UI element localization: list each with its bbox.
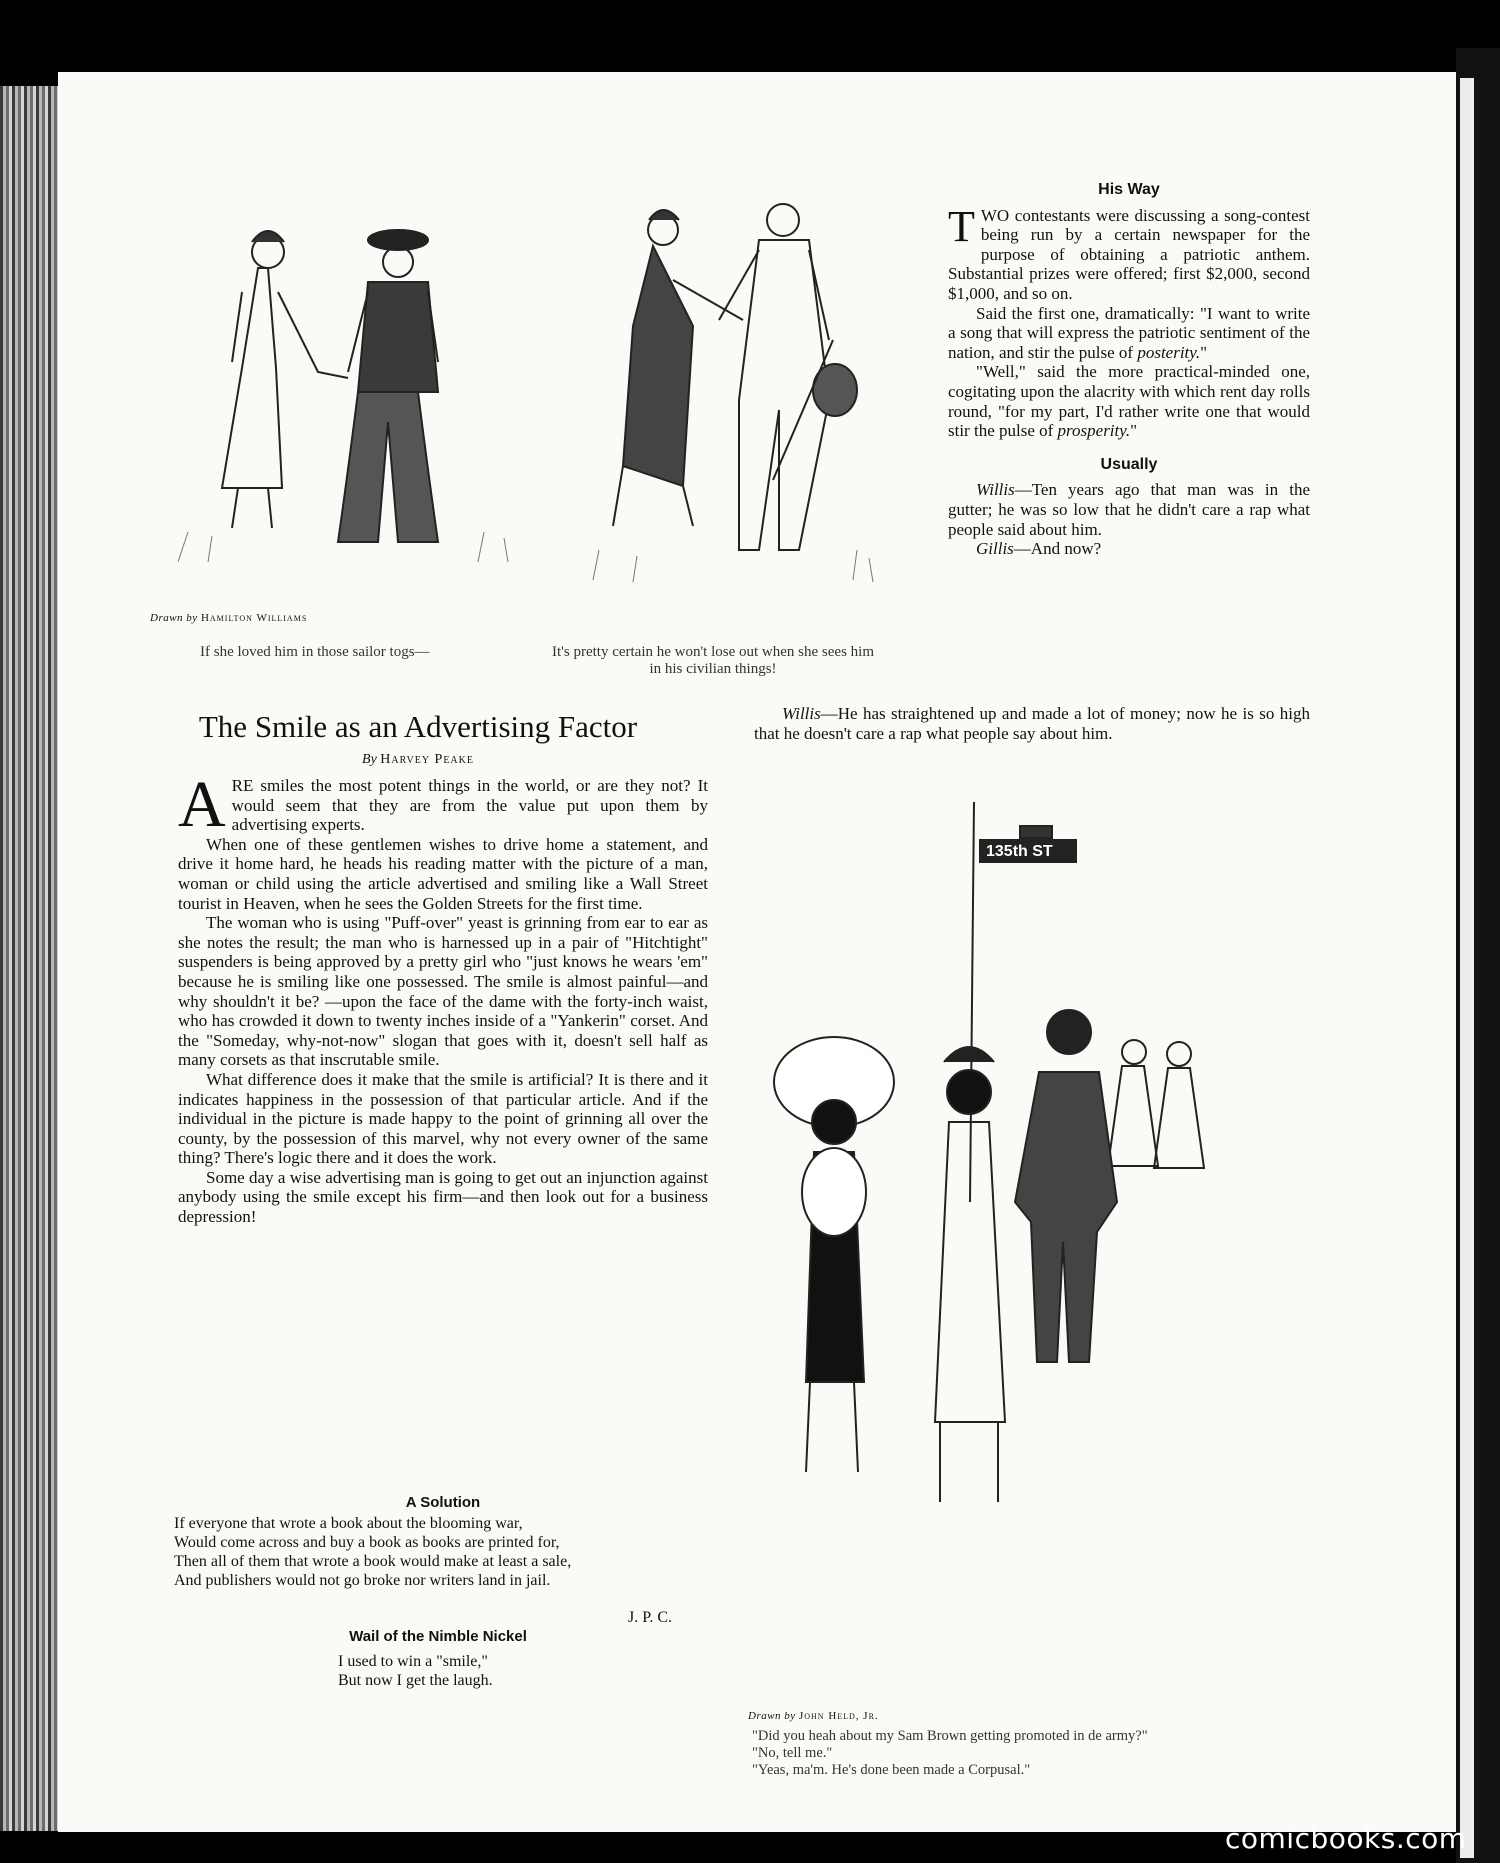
dialogue-caption: "Did you heah about my Sam Brown getting promoted in de army?" "No, tell me." "Yeas, ma'm. He's done been made a Corpusal.": [752, 1728, 1148, 1778]
solution-signature: J. P. C.: [628, 1609, 673, 1626]
article-p4: What difference does it make that the smile is artificial? It is there and it indicates happiness in the possession of that particular article. And if the individual in the picture is made happy to the point of grinning all over the county, by the possession of this marvel, why not every owner of the same thing? There's logic there and it does the work.: [178, 1069, 708, 1168]
his-way-title: His Way: [1098, 181, 1160, 198]
his-way-p3: "Well," said the more practical-minded one, cogitating upon the alacrity with which rent day rolls round, "for my part, I'd rather write one that would stir the pulse of prosperity.": [948, 362, 1310, 441]
usually-title: Usually: [1100, 455, 1158, 473]
caption-right: It's pretty certain he won't lose out when she sees him in his civilian things!: [552, 644, 874, 677]
nickel-title: Wail of the Nimble Nickel: [349, 1628, 527, 1645]
usually-line3: Willis—He has straightened up and made a lot of money; now he is so high that he doesn't care a rap what people say about him.: [754, 704, 1310, 743]
his-way-p1: TWO contestants were discussing a song-contest being run by a certain newspaper for the purpose of obtaining a patriotic anthem. Substantial prizes were offered; first $2,000, second $1,000, and so on.: [948, 201, 1310, 303]
magazine-page: [58, 72, 1456, 1832]
article-body: [178, 768, 708, 1227]
civilian-illustration: [573, 190, 893, 602]
article-title: The Smile as an Advertising Factor: [198, 709, 638, 744]
article-byline: By Harvey Peake: [362, 752, 474, 767]
article-p2: When one of these gentlemen wishes to drive home a statement, and drive it home hard, he heads his reading matter with the picture of a man, woman or child using the article advertised and smiling like a Wall Street tourist in Heaven, when he sees the Golden Streets for the first time.: [178, 834, 708, 913]
street-scene-illustration: [744, 802, 1304, 1702]
usually-line2: Gillis—And now?: [976, 539, 1102, 559]
article-p1: ARE smiles the most potent things in the world, or are they not? It would seem that they are from the value put upon them by advertising experts.: [178, 768, 708, 841]
article-p5: Some day a wise advertising man is going to get out an injunction against anybody using the smile except his firm—and then look out for a business depression!: [178, 1167, 708, 1227]
site-watermark: comicbooks.com: [1225, 1822, 1467, 1855]
nickel-poem: I used to win a "smile," But now I get the laugh.: [338, 1653, 493, 1689]
page-edge: [1456, 48, 1500, 1863]
sailor-illustration: [178, 202, 518, 602]
his-way-section: [948, 180, 1310, 559]
usually-line1: Willis—Ten years ago that man was in the gutter; he was so low that he didn't care a rap what people said about him.: [948, 480, 1310, 539]
solution-title: A Solution: [405, 1494, 481, 1511]
solution-poem: If everyone that wrote a book about the blooming war, Would come across and buy a book as books are printed for, Then all of them that wrote a book would make at least a sale, And publishers would not go broke nor writers land in jail.: [174, 1515, 572, 1589]
article-p3: The woman who is using "Puff-over" yeast is grinning from ear to ear as she notes the result; the man who is harnessed up in a pair of "Hitchtight" suspenders is being approved by a pretty girl who "just knows he wears 'em" because he is smiling like one possessed. The smile is almost painful—and why shouldn't it be? —upon the face of the dame with the forty-inch waist, who has crowded it down to twenty inches inside of a "Yankerin" corset. And the "Someday, why-not-now" slogan that goes with it, doesn't sell half as many corsets as that inscrutable smile.: [178, 913, 708, 1070]
illustration-credit-bottom: Drawn by John Held, Jr.: [748, 1710, 879, 1722]
street-sign-text: 135th ST: [986, 843, 1053, 860]
book-binding: [0, 86, 58, 1831]
his-way-p2: Said the first one, dramatically: "I want to write a song that will express the patriotic sentiment of the nation, and stir the pulse of posterity.": [948, 303, 1310, 362]
illustration-credit-top: Drawn by Hamilton Williams: [150, 612, 308, 624]
caption-left: If she loved him in those sailor togs—: [200, 644, 430, 660]
